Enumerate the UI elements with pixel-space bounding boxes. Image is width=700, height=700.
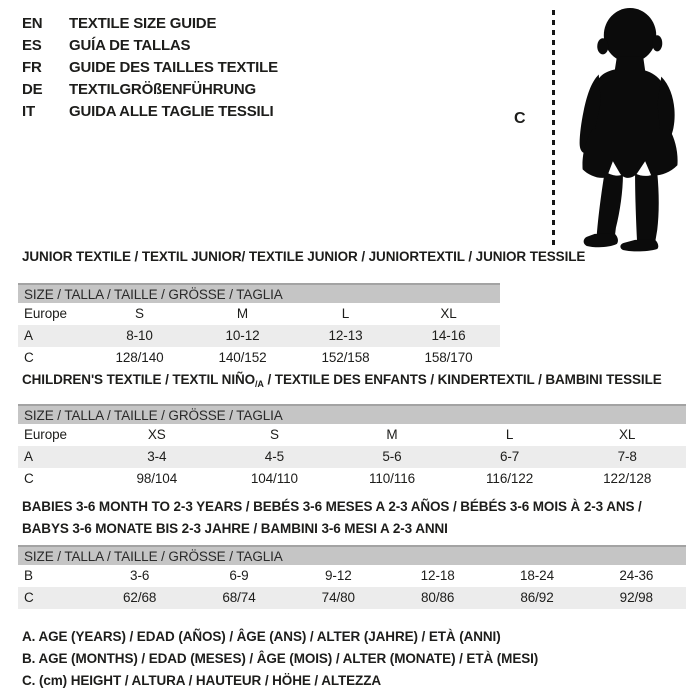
list-item [22,79,278,101]
table-cell: XL [440,306,457,321]
table-cell: 68/74 [222,590,256,605]
table-cell: L [505,427,514,442]
table-cell: 92/98 [619,590,653,605]
language-code: DE [22,81,43,98]
row-label: C [24,350,34,365]
table-cell: 24-36 [619,568,654,583]
table-cell: 18-24 [519,568,554,583]
table-cell: 6-7 [499,449,520,464]
babies-title-line2: BABYS 3-6 MONATE BIS 2-3 JAHRE / BAMBINI 3-6 MESI A 2-3 ANNI [22,521,448,536]
babies-title-line1: BABIES 3-6 MONTH TO 2-3 YEARS / BEBÉS 3-6 MESES A 2-3 AÑOS / BÉBÉS 3-6 MOIS À 2-3 ANS / [22,499,642,514]
junior-size-table [18,283,500,369]
language-title: TEXTILE SIZE GUIDE [69,15,217,32]
babies-size-table [18,545,686,609]
table-cell: 62/68 [123,590,157,605]
table-cell: M [236,306,249,321]
language-code: ES [22,37,42,54]
table-cell: 104/110 [250,471,298,486]
toddler-silhouette-icon [564,6,692,252]
row-label: A [24,328,33,343]
table-cell: L [341,306,350,321]
language-title: GUÍA DE TALLAS [69,37,191,54]
language-code: IT [22,103,35,120]
babies-table-title [22,496,662,540]
children-title-prefix: CHILDREN'S TEXTILE / TEXTIL NIÑO [22,372,256,387]
table-cell: 152/158 [321,350,370,365]
row-label: A [24,449,33,464]
table-cell: 3-6 [130,568,150,583]
list-item [22,35,278,57]
table-row [18,587,686,609]
table-cell: 12-13 [328,328,363,343]
table-cell: 6-9 [229,568,249,583]
table-cell: 110/116 [368,471,416,486]
children-title-suffix: / TEXTILE DES ENFANTS / KINDERTEXTIL / BAMBINI TESSILE [263,372,662,387]
table-cell: 98/104 [136,471,178,486]
table-cell: 9-12 [325,568,352,583]
list-item [22,57,278,79]
table-cell: 122/128 [603,471,652,486]
language-list [22,13,278,123]
language-code: EN [22,15,43,32]
junior-table-title: JUNIOR TEXTILE / TEXTIL JUNIOR/ TEXTILE JUNIOR / JUNIORTEXTIL / JUNIOR TESSILE [22,249,586,264]
list-item [22,13,278,35]
row-label: C [24,590,34,605]
footnote-b: B. AGE (MONTHS) / EDAD (MESES) / ÂGE (MOIS) / ALTER (MONATE) / ETÀ (MESI) [22,651,539,666]
language-title: GUIDA ALLE TAGLIE TESSILI [69,103,274,120]
table-cell: XL [619,427,636,442]
table-row [18,468,686,490]
table-row [18,424,686,446]
children-size-table [18,404,686,490]
row-label: Europe [24,306,67,321]
table-row [18,347,500,369]
table-cell: 3-4 [147,449,167,464]
table-cell: 128/140 [115,350,164,365]
size-header-bar: SIZE / TALLA / TAILLE / GRÖSSE / TAGLIA [18,283,500,303]
table-cell: 14-16 [431,328,466,343]
children-table-title [22,372,662,389]
row-label: C [24,471,34,486]
height-measure-dashed-line [552,10,555,247]
row-label: B [24,568,33,583]
table-cell: 4-5 [264,449,284,464]
footnotes [22,626,538,692]
table-cell: 7-8 [617,449,637,464]
row-label: Europe [24,427,67,442]
table-cell: S [135,306,144,321]
children-title-subscript: /A [255,379,264,389]
table-cell: S [269,427,279,442]
list-item [22,101,278,123]
footnote-a: A. AGE (YEARS) / EDAD (AÑOS) / ÂGE (ANS) / ALTER (JAHRE) / ETÀ (ANNI) [22,629,501,644]
table-cell: 116/122 [486,471,534,486]
table-row [18,565,686,587]
table-cell: 80/86 [421,590,455,605]
table-row [18,303,500,325]
footnote-c: C. (cm) HEIGHT / ALTURA / HAUTEUR / HÖHE / ALTEZZA [22,673,381,688]
table-cell: XS [147,427,166,442]
language-title: TEXTILGRÖßENFÜHRUNG [69,81,257,98]
table-row [18,325,500,347]
table-cell: 10-12 [225,328,260,343]
language-title: GUIDE DES TAILLES TEXTILE [69,59,278,76]
table-cell: 158/170 [424,350,473,365]
table-cell: 8-10 [126,328,153,343]
measure-label-c: C [514,110,526,127]
language-code: FR [22,59,42,76]
size-header-bar: SIZE / TALLA / TAILLE / GRÖSSE / TAGLIA [18,404,686,424]
table-row [18,446,686,468]
table-cell: 12-18 [420,568,455,583]
table-cell: 140/152 [218,350,267,365]
table-cell: 74/80 [321,590,355,605]
size-header-bar: SIZE / TALLA / TAILLE / GRÖSSE / TAGLIA [18,545,686,565]
table-cell: 86/92 [520,590,554,605]
table-cell: M [386,427,398,442]
table-cell: 5-6 [382,449,402,464]
